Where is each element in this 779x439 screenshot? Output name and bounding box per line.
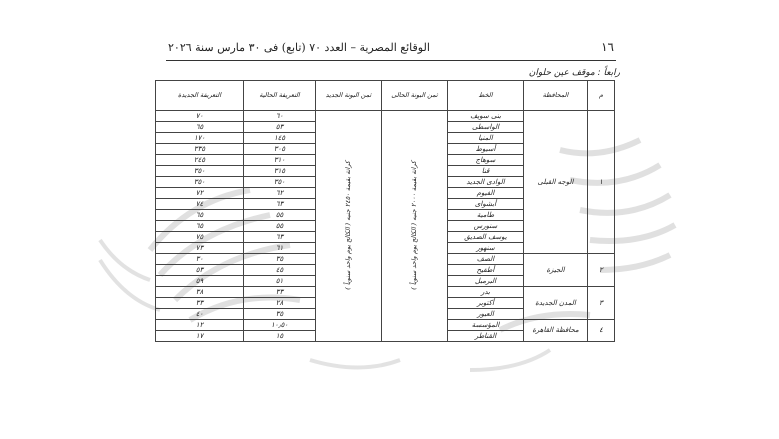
- new-tariff-cell: ٦٥: [156, 210, 244, 221]
- line-cell: أطفيح: [448, 265, 524, 276]
- current-price-cell: [382, 111, 448, 342]
- new-price-note: كراتة بقيمة ٢٤٥٠ جنيه ( الكالح يوم واحد سنوياً ): [344, 160, 353, 290]
- group-number: ٢: [588, 254, 615, 287]
- header-line: الخط: [448, 81, 524, 111]
- current-tariff-cell: ٣٥: [244, 254, 316, 265]
- new-tariff-cell: ٧٥: [156, 232, 244, 243]
- line-cell: سوهاج: [448, 155, 524, 166]
- line-cell: الفيوم: [448, 188, 524, 199]
- line-cell: بدر: [448, 287, 524, 298]
- header-new-price: ثمن البونة الجديد: [316, 81, 382, 111]
- new-tariff-cell: ٦٥: [156, 221, 244, 232]
- new-tariff-cell: ٤٠: [156, 309, 244, 320]
- line-cell: طامية: [448, 210, 524, 221]
- table-row: [156, 111, 615, 122]
- line-cell: المنيا: [448, 133, 524, 144]
- line-cell: العبور: [448, 309, 524, 320]
- current-tariff-cell: ٦٢: [244, 188, 316, 199]
- current-tariff-cell: ١٠٫٥٠: [244, 320, 316, 331]
- current-tariff-cell: ٣١٠: [244, 155, 316, 166]
- group-number: ١: [588, 111, 615, 254]
- new-tariff-cell: ٣٣٥: [156, 144, 244, 155]
- gazette-title: الوقائع المصرية – العدد ٧٠ (تابع) فى ٣٠ مارس سنة ٢٠٢٦: [168, 40, 430, 54]
- new-tariff-cell: ٧٣: [156, 243, 244, 254]
- new-tariff-cell: ٣٥٠: [156, 166, 244, 177]
- new-tariff-cell: ١٢: [156, 320, 244, 331]
- governorate-cell: المدن الجديدة: [524, 287, 588, 320]
- line-cell: أكتوبر: [448, 298, 524, 309]
- new-tariff-cell: ٥٩: [156, 276, 244, 287]
- current-price-note: كراتة بقيمة ٢٠٠٠ جنيه ( الكالح يوم واحد سنوياً ): [410, 160, 419, 290]
- group-number: ٣: [588, 287, 615, 320]
- page-header: [168, 40, 614, 54]
- current-tariff-cell: ٣١٥: [244, 166, 316, 177]
- current-tariff-cell: ٦٠: [244, 111, 316, 122]
- page-number: ١٦: [601, 40, 614, 54]
- group-number: ٤: [588, 320, 615, 342]
- current-tariff-cell: ٥٥: [244, 210, 316, 221]
- line-cell: أبشواى: [448, 199, 524, 210]
- current-tariff-cell: ٦٣: [244, 199, 316, 210]
- new-tariff-cell: ٧٤: [156, 199, 244, 210]
- header-divider: [166, 60, 616, 61]
- current-tariff-cell: ٥١: [244, 276, 316, 287]
- current-tariff-cell: ٣٥: [244, 309, 316, 320]
- current-tariff-cell: ٤٥: [244, 265, 316, 276]
- current-tariff-cell: ٦١: [244, 243, 316, 254]
- line-cell: سنورس: [448, 221, 524, 232]
- current-tariff-cell: ٥٣: [244, 122, 316, 133]
- current-tariff-cell: ١٤٥: [244, 133, 316, 144]
- tariff-table: [155, 80, 615, 342]
- new-tariff-cell: ٥٣: [156, 265, 244, 276]
- current-tariff-cell: ٣٥٠: [244, 177, 316, 188]
- header-current-tariff: التعريفة الحالية: [244, 81, 316, 111]
- new-tariff-cell: ٣٥٠: [156, 177, 244, 188]
- new-tariff-cell: ٢٤٥: [156, 155, 244, 166]
- new-tariff-cell: ٧٠: [156, 111, 244, 122]
- current-tariff-cell: ٣٠٥: [244, 144, 316, 155]
- line-cell: الوادى الجديد: [448, 177, 524, 188]
- new-tariff-cell: ٣٠: [156, 254, 244, 265]
- new-tariff-cell: ٦٥: [156, 122, 244, 133]
- line-cell: يوسف الصديق: [448, 232, 524, 243]
- line-cell: القناطر: [448, 331, 524, 342]
- table-header-row: [156, 81, 615, 111]
- section-title: رابعاً : موقف عين حلوان: [528, 68, 620, 78]
- new-price-cell: [316, 111, 382, 342]
- line-cell: الواسطى: [448, 122, 524, 133]
- line-cell: بنى سويف: [448, 111, 524, 122]
- current-tariff-cell: ١٥: [244, 331, 316, 342]
- header-new-tariff: التعريفة الجديدة: [156, 81, 244, 111]
- line-cell: سنهور: [448, 243, 524, 254]
- governorate-cell: الجيزة: [524, 254, 588, 287]
- line-cell: الصف: [448, 254, 524, 265]
- current-tariff-cell: ٥٥: [244, 221, 316, 232]
- line-cell: البرمبل: [448, 276, 524, 287]
- new-tariff-cell: ١٧: [156, 331, 244, 342]
- new-tariff-cell: ٧٢: [156, 188, 244, 199]
- header-current-price: ثمن البونة الحالى: [382, 81, 448, 111]
- header-governorate: المحافظة: [524, 81, 588, 111]
- new-tariff-cell: ١٧٠: [156, 133, 244, 144]
- current-tariff-cell: ٢٨: [244, 298, 316, 309]
- governorate-cell: الوجه القبلى: [524, 111, 588, 254]
- governorate-cell: محافظة القاهرة: [524, 320, 588, 342]
- new-tariff-cell: ٣٣: [156, 298, 244, 309]
- line-cell: قنا: [448, 166, 524, 177]
- line-cell: أسيوط: [448, 144, 524, 155]
- current-tariff-cell: ٦٣: [244, 232, 316, 243]
- header-number: م: [588, 81, 615, 111]
- line-cell: المؤسسة: [448, 320, 524, 331]
- new-tariff-cell: ٣٨: [156, 287, 244, 298]
- current-tariff-cell: ٣٣: [244, 287, 316, 298]
